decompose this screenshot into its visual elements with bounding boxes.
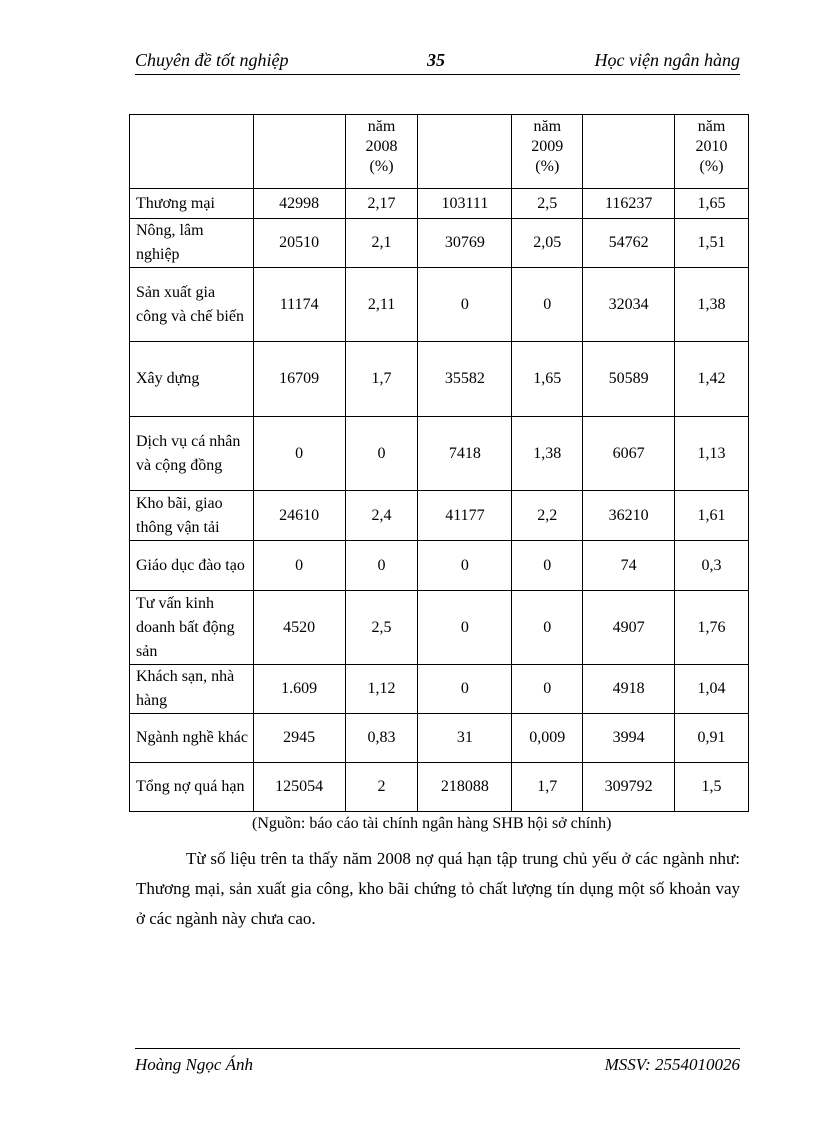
header-cell: năm 2008 (%) — [345, 115, 418, 189]
table-cell: 2,1 — [345, 219, 418, 268]
row-label: Tổng nợ quá hạn — [130, 763, 254, 812]
row-label: Nông, lâm nghiệp — [130, 219, 254, 268]
table-cell: 0 — [345, 417, 418, 491]
table-cell: 0 — [418, 591, 512, 665]
table-cell: 218088 — [418, 763, 512, 812]
table-cell: 74 — [583, 541, 675, 591]
table-row — [130, 417, 749, 491]
header-institution: Học viện ngân hàng — [594, 50, 740, 70]
table-cell: 11174 — [253, 268, 345, 342]
table-row — [130, 491, 749, 541]
table-row — [130, 541, 749, 591]
table-cell: 1,65 — [512, 342, 583, 417]
table-cell: 1,04 — [675, 665, 749, 714]
table-cell: 41177 — [418, 491, 512, 541]
table-cell: 6067 — [583, 417, 675, 491]
table-cell: 1,7 — [345, 342, 418, 417]
table-cell: 7418 — [418, 417, 512, 491]
table-cell: 1,13 — [675, 417, 749, 491]
table-cell: 1,38 — [512, 417, 583, 491]
table-cell: 309792 — [583, 763, 675, 812]
paragraph-text: Từ số liệu trên ta thấy năm 2008 nợ quá hạn tập trung chủ yếu ở các ngành như: Thương mại, sản xuất gia công, kho bãi chứng tỏ chất lượng tín dụng một số khoản vay ở các ngành này chưa cao. — [136, 849, 740, 928]
table-cell: 0 — [512, 665, 583, 714]
table-source-note: (Nguồn: báo cáo tài chính ngân hàng SHB hội sở chính) — [252, 815, 612, 832]
table-cell: 2945 — [253, 714, 345, 763]
table-cell: 116237 — [583, 189, 675, 219]
table-cell: 2,05 — [512, 219, 583, 268]
table-cell: 2,5 — [512, 189, 583, 219]
table-cell: 0 — [418, 268, 512, 342]
row-label: Khách sạn, nhà hàng — [130, 665, 254, 714]
table-cell: 1,65 — [675, 189, 749, 219]
table-cell: 0 — [418, 541, 512, 591]
table-cell: 35582 — [418, 342, 512, 417]
page-footer — [135, 1048, 740, 1074]
table-cell: 1.609 — [253, 665, 345, 714]
row-label: Tư vấn kinh doanh bất động sản — [130, 591, 254, 665]
table-cell: 16709 — [253, 342, 345, 417]
table-cell: 0 — [512, 268, 583, 342]
table-row — [130, 591, 749, 665]
page-number: 35 — [427, 50, 445, 70]
table-cell: 0 — [253, 541, 345, 591]
header-cell: năm 2010 (%) — [675, 115, 749, 189]
footer-author: Hoàng Ngọc Ánh — [135, 1055, 254, 1074]
table-cell: 0 — [418, 665, 512, 714]
table-cell: 1,42 — [675, 342, 749, 417]
table-cell: 2,4 — [345, 491, 418, 541]
header-cell — [418, 115, 512, 189]
table-cell: 50589 — [583, 342, 675, 417]
table-cell: 31 — [418, 714, 512, 763]
table-cell: 0 — [512, 591, 583, 665]
analysis-paragraph — [136, 844, 740, 934]
table-row — [130, 268, 749, 342]
row-label: Dịch vụ cá nhân và cộng đồng — [130, 417, 254, 491]
table-cell: 1,12 — [345, 665, 418, 714]
row-label: Kho bãi, giao thông vận tải — [130, 491, 254, 541]
table-cell: 4520 — [253, 591, 345, 665]
header-document-type: Chuyên đề tốt nghiệp — [135, 50, 289, 70]
table-cell: 2,5 — [345, 591, 418, 665]
table-row — [130, 219, 749, 268]
table-cell: 125054 — [253, 763, 345, 812]
table-cell: 20510 — [253, 219, 345, 268]
header-cell — [583, 115, 675, 189]
header-cell — [253, 115, 345, 189]
table-cell: 54762 — [583, 219, 675, 268]
table-cell: 4918 — [583, 665, 675, 714]
table-row — [130, 714, 749, 763]
table-row — [130, 342, 749, 417]
header-cell — [130, 115, 254, 189]
table-header-row — [130, 115, 749, 189]
table-cell: 1,7 — [512, 763, 583, 812]
table-cell: 2,11 — [345, 268, 418, 342]
table-cell: 1,76 — [675, 591, 749, 665]
footer-student-id: MSSV: 2554010026 — [604, 1055, 740, 1074]
table-cell: 0 — [253, 417, 345, 491]
row-label: Giáo dục đào tạo — [130, 541, 254, 591]
page-header — [135, 48, 740, 75]
table-cell: 4907 — [583, 591, 675, 665]
row-label: Sản xuất gia công và chế biến — [130, 268, 254, 342]
table-cell: 2,2 — [512, 491, 583, 541]
table-cell: 42998 — [253, 189, 345, 219]
table-cell: 0,91 — [675, 714, 749, 763]
table-row — [130, 763, 749, 812]
table-cell: 0,83 — [345, 714, 418, 763]
header-cell: năm 2009 (%) — [512, 115, 583, 189]
table-cell: 0,009 — [512, 714, 583, 763]
table-cell: 32034 — [583, 268, 675, 342]
table-cell: 0 — [345, 541, 418, 591]
table-cell: 1,5 — [675, 763, 749, 812]
overdue-debt-table — [129, 114, 749, 812]
row-label: Xây dựng — [130, 342, 254, 417]
table-cell: 30769 — [418, 219, 512, 268]
table-cell: 36210 — [583, 491, 675, 541]
table-cell: 24610 — [253, 491, 345, 541]
table-cell: 0 — [512, 541, 583, 591]
table-cell: 1,38 — [675, 268, 749, 342]
table-cell: 1,61 — [675, 491, 749, 541]
row-label: Thương mại — [130, 189, 254, 219]
table-cell: 2,17 — [345, 189, 418, 219]
table-cell: 3994 — [583, 714, 675, 763]
table-cell: 0,3 — [675, 541, 749, 591]
table-row — [130, 189, 749, 219]
row-label: Ngành nghề khác — [130, 714, 254, 763]
table-cell: 1,51 — [675, 219, 749, 268]
table-cell: 103111 — [418, 189, 512, 219]
table-cell: 2 — [345, 763, 418, 812]
table-row — [130, 665, 749, 714]
